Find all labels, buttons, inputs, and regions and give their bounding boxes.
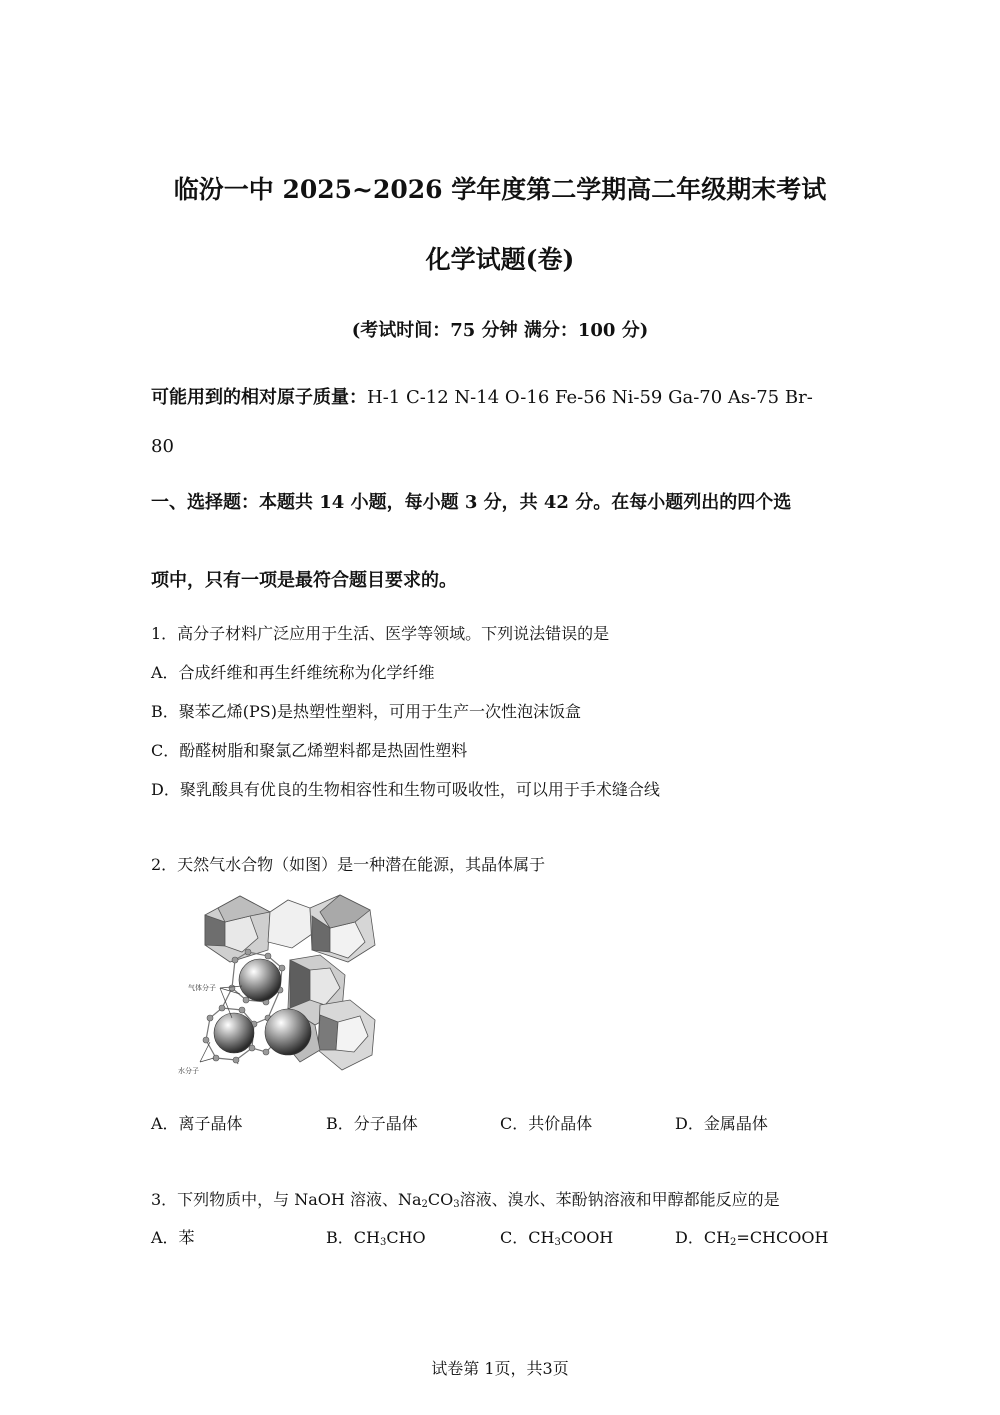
question-3-option-b: B．$CH_3CHO$: [326, 1228, 426, 1248]
atomic-masses-values: H-1 C-12 N-14 O-16 Fe-56 Ni-59 Ga-70 As-75 Br-: [367, 387, 813, 408]
question-2-option-a: A．离子晶体: [151, 1114, 243, 1133]
question-1-option-d: D．聚乳酸具有优良的生物相容性和生物可吸收性，可以用于手术缝合线: [151, 780, 660, 799]
section-heading-line2: 项中，只有一项是最符合题目要求的。: [151, 570, 457, 591]
question-2-stem: 2．天然气水合物（如图）是一种潜在能源，其晶体属于: [151, 855, 546, 874]
atomic-masses-wrap: 80: [151, 436, 174, 457]
hydrate-figure: [170, 890, 385, 1080]
exam-info: (考试时间：75 分钟 满分：100 分): [351, 320, 649, 341]
water-molecule-label: 水分子: [178, 1067, 199, 1075]
question-3-option-d: D．$CH_2=CHCOOH$: [675, 1228, 829, 1248]
question-2-option-c: C．共价晶体: [500, 1114, 593, 1133]
question-3-option-c: C．$CH_3COOH$: [500, 1228, 614, 1248]
question-2-option-d: D．金属晶体: [675, 1114, 768, 1133]
gas-molecule-label: 气体分子: [188, 984, 216, 992]
question-3-option-a: A．苯: [151, 1228, 195, 1247]
question-1-option-c: C．酚醛树脂和聚氯乙烯塑料都是热固性塑料: [151, 741, 468, 760]
hydrate-structure-image: [170, 890, 385, 1080]
page-footer: 试卷第 1页，共3页: [431, 1359, 569, 1378]
question-1-option-b: B．聚苯乙烯(PS)是热塑性塑料，可用于生产一次性泡沫饭盒: [151, 702, 581, 721]
exam-subtitle: 化学试题(卷): [425, 245, 575, 274]
section-heading-line1: 一、选择题：本题共 14 小题，每小题 3 分，共 42 分。在每小题列出的四个选: [151, 492, 792, 513]
question-2-option-b: B．分子晶体: [326, 1114, 418, 1133]
question-1-stem: 1．高分子材料广泛应用于生活、医学等领域。下列说法错误的是: [151, 624, 610, 643]
exam-title: 临汾一中 2025~2026 学年度第二学期高二年级期末考试: [173, 175, 827, 204]
question-3-stem: 3．下列物质中，与 NaOH 溶液、$Na_2CO_3$溶液、溴水、苯酚钠溶液和甲醇都能反应的是: [151, 1190, 780, 1210]
atomic-masses-label: 可能用到的相对原子质量：: [151, 387, 367, 408]
question-1-option-a: A．合成纤维和再生纤维统称为化学纤维: [151, 663, 435, 682]
atomic-masses: [151, 383, 813, 409]
